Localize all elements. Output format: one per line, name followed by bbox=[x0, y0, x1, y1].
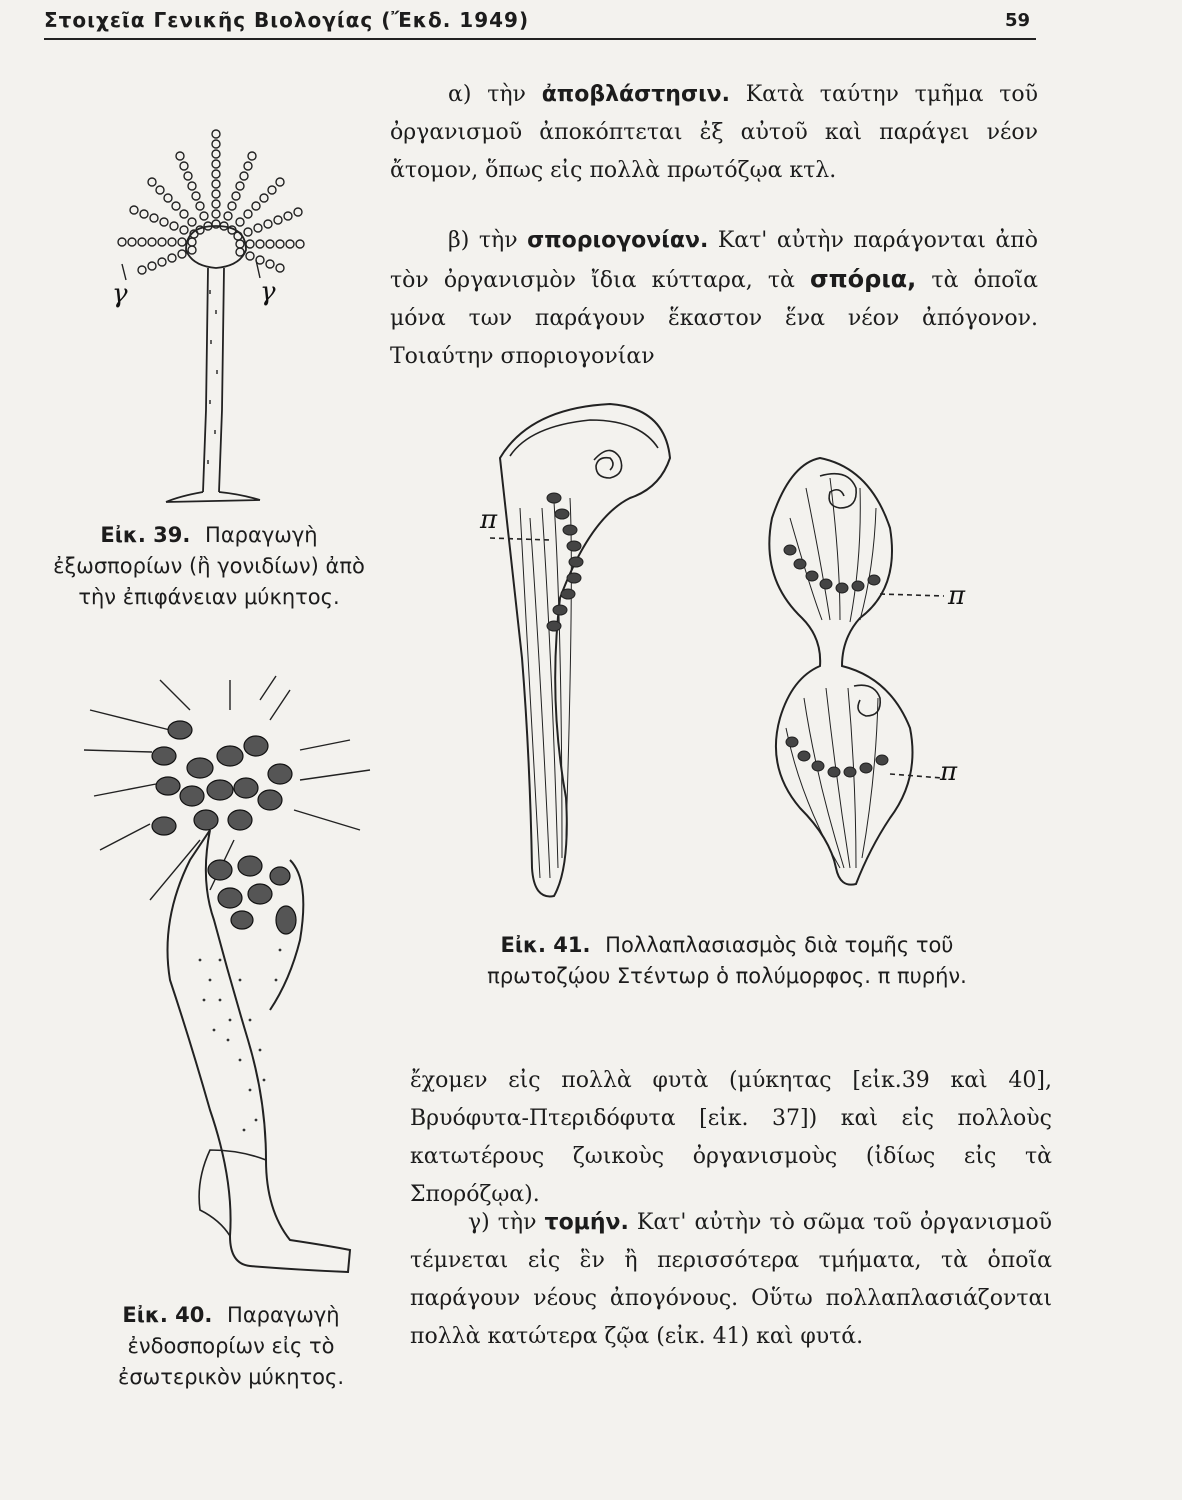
paragraph-b bbox=[390, 222, 1038, 376]
paragraph-text: Κατ' αὐτὴν παράγονται ἀπὸ τὸν ὀργανισμὸν ἴδια κύτταρα, τὰ bbox=[390, 228, 1038, 293]
term-apoblastisis: ἀποβλάστησιν. bbox=[541, 82, 730, 107]
paragraph-text: ἔχομεν εἰς πολλὰ φυτὰ (μύκητας [εἰκ.39 καὶ 40], Βρυόφυτα-Πτεριδόφυτα [εἰκ. 37]) καὶ εἰς πολλοὺς κατωτέρους ζωικοὺς ὀργανισμοὺς (ἰδίως εἰς τὰ Σπορόζῳα). bbox=[410, 1068, 1052, 1207]
paragraph-text: Κατὰ ταύτην τμῆμα τοῦ ὀργανισμοῦ ἀποκόπτεται ἐξ αὐτοῦ καὶ παράγει νέον ἄτομον, ὅπως εἰς πολλὰ πρωτόζῳα κτλ. bbox=[390, 82, 1039, 183]
figure-41-illustration bbox=[470, 398, 990, 898]
term-sporiogonia: σποριογονίαν. bbox=[527, 228, 709, 253]
term-prefix: τὴν bbox=[487, 82, 526, 107]
fig39-label-right: γ bbox=[260, 277, 276, 307]
paragraph-c bbox=[410, 1204, 1052, 1356]
running-title: Στοιχεῖα Γενικῆς Βιολογίας (Ἔκδ. 1949) bbox=[44, 8, 530, 32]
running-header bbox=[44, 4, 1036, 40]
caption-text: Παραγωγὴ ἐνδοσπορίων εἰς τὸ ἐσωτερικὸν μύκητος. bbox=[118, 1303, 344, 1389]
figure-label: Εἰκ. 39. bbox=[100, 523, 191, 547]
item-label: α) bbox=[448, 82, 472, 107]
page-number: 59 bbox=[1004, 10, 1030, 31]
figure-39-illustration bbox=[90, 110, 330, 510]
item-label: γ) bbox=[468, 1210, 490, 1235]
fig39-label-left: γ bbox=[112, 279, 128, 309]
paragraph-b-continued bbox=[410, 1062, 1052, 1214]
figure-39-caption bbox=[52, 520, 366, 613]
figure-label: Εἰκ. 40. bbox=[122, 1303, 213, 1327]
caption-text: Πολλαπλασιασμὸς διὰ τομῆς τοῦ πρωτοζῴου Στέντωρ ὁ πολύμορφος. π πυρήν. bbox=[487, 933, 967, 988]
fig41-label-upper: π bbox=[948, 581, 966, 611]
paragraph-text: Κατ' αὐτὴν τὸ σῶμα τοῦ ὀργανισμοῦ τέμνεται εἰς ἓν ἢ περισσότερα τμήματα, τὰ ὁποῖα παράγουν νέους ἀπογόνους. Οὕτω πολλαπλασιάζονται πολλὰ κατώτερα ζῷα (εἰκ. 41) καὶ φυτά. bbox=[410, 1210, 1052, 1349]
figure-40-caption bbox=[74, 1300, 388, 1393]
figure-label: Εἰκ. 41. bbox=[500, 933, 591, 957]
figure-40-illustration bbox=[80, 680, 380, 1280]
term-prefix: τὴν bbox=[497, 1210, 537, 1235]
term-sporia: σπόρια, bbox=[809, 265, 917, 293]
paragraph-a bbox=[390, 76, 1038, 190]
figure-41-caption bbox=[462, 930, 992, 992]
paragraph-text: τὰ ὁποῖα μόνα των παράγουν ἕκαστον ἕνα νέον ἀπόγονον. Τοιαύτην σποριογονίαν bbox=[390, 268, 1038, 369]
fig41-label-lower: π bbox=[940, 757, 958, 787]
term-prefix: τὴν bbox=[478, 228, 518, 253]
caption-text: Παραγωγὴ ἐξωσπορίων (ἢ γονιδίων) ἀπὸ τὴν ἐπιφάνειαν μύκητος. bbox=[53, 523, 365, 609]
item-label: β) bbox=[448, 228, 470, 253]
term-tomi: τομήν. bbox=[544, 1210, 629, 1235]
fig41-label-left: π bbox=[480, 505, 498, 535]
